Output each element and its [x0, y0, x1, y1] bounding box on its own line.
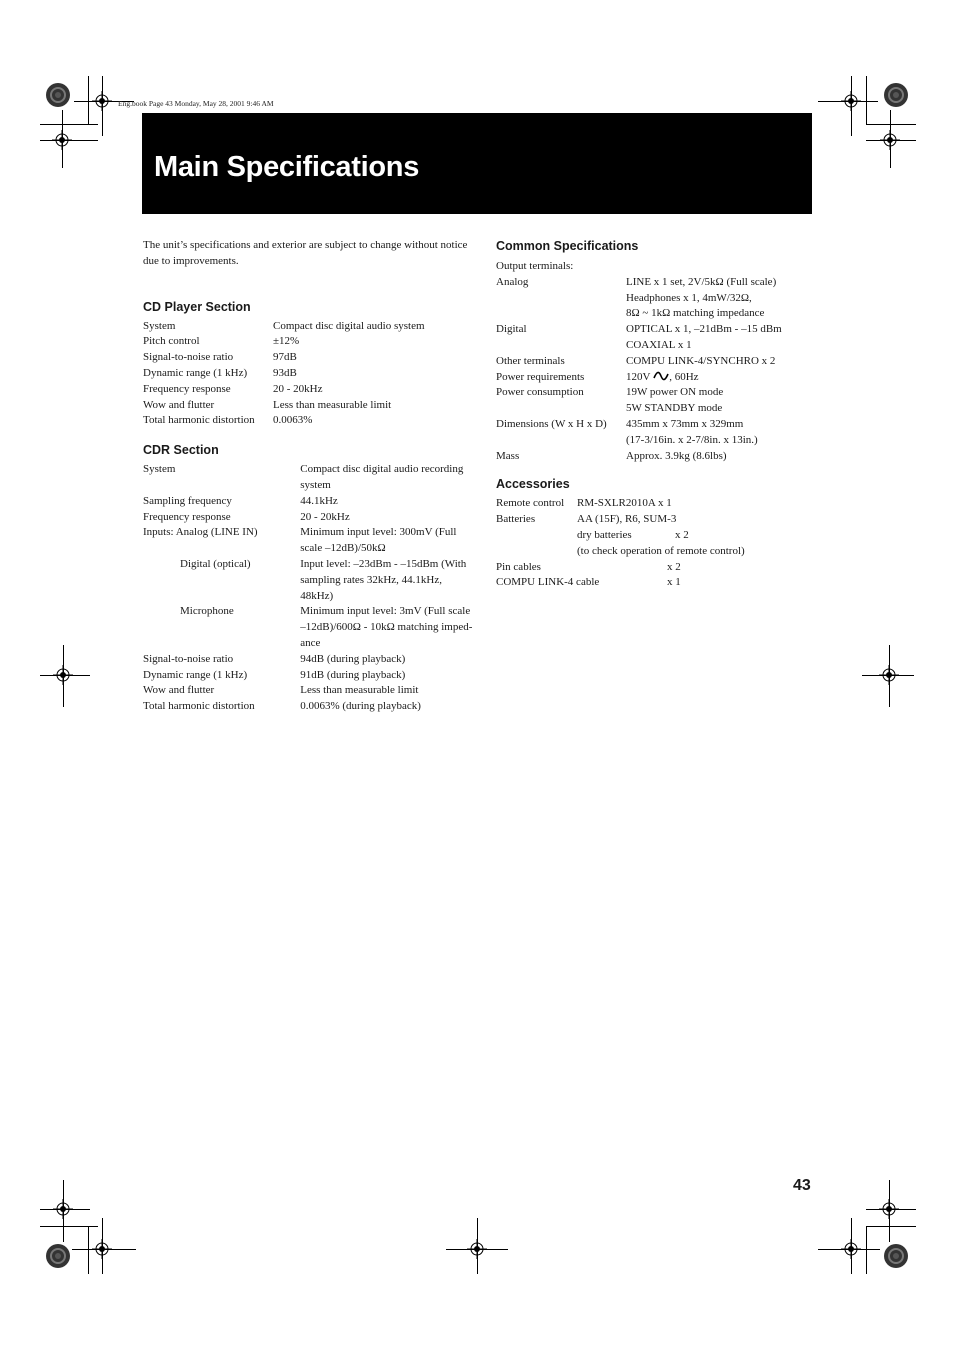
table-row	[143, 494, 473, 510]
table-row	[143, 525, 473, 557]
table-row	[143, 462, 473, 494]
spec-label: Dynamic range (1 kHz)	[143, 366, 248, 379]
spec-value: Input level: –23dBm - –15dBm (With sampling rates 32kHz, 44.1kHz, 48kHz)	[300, 557, 467, 602]
spec-value: 8Ω ~ 1kΩ matching impedance	[626, 307, 765, 320]
registration-mark-icon	[841, 91, 861, 111]
accessories-cables-table	[496, 560, 681, 592]
spec-label: Signal-to-noise ratio	[143, 652, 234, 665]
spec-value: 20 - 20kHz	[273, 382, 323, 395]
spec-label: Frequency response	[143, 510, 231, 523]
table-row	[143, 398, 425, 414]
spec-label: System	[143, 463, 176, 476]
table-row	[496, 401, 782, 417]
table-row	[496, 449, 782, 465]
table-row	[496, 354, 782, 370]
spec-value: ±12%	[273, 335, 300, 348]
table-row	[496, 433, 782, 449]
frequency-value: , 60Hz	[669, 370, 699, 383]
registration-mark-icon	[467, 1239, 487, 1259]
spec-qty: x 2	[675, 528, 689, 541]
spec-label: Digital	[496, 323, 527, 336]
spec-value: 91dB (during playback)	[300, 668, 406, 681]
table-row	[496, 575, 681, 591]
registration-mark-icon	[92, 91, 112, 111]
spec-label: Power requirements	[496, 370, 585, 383]
table-row	[496, 322, 782, 338]
cd-player-table	[143, 319, 425, 430]
spec-label: Remote control	[496, 497, 565, 510]
table-row	[496, 496, 745, 512]
table-row	[496, 417, 782, 433]
registration-mark-icon	[92, 1239, 112, 1259]
spec-label: Total harmonic distortion	[143, 700, 255, 713]
spec-value: 93dB	[273, 366, 297, 379]
spec-label: COMPU LINK-4 cable	[496, 576, 600, 589]
spec-value: Approx. 3.9kg (8.6lbs)	[626, 449, 727, 462]
table-row	[143, 350, 425, 366]
spec-value: 0.0063% (during playback)	[300, 700, 421, 713]
table-row	[496, 512, 745, 528]
spec-value: COAXIAL x 1	[626, 338, 692, 351]
spec-label: Pitch control	[143, 335, 200, 348]
table-row	[496, 291, 782, 307]
spec-label: Power consumption	[496, 386, 584, 399]
table-row	[143, 334, 425, 350]
spec-label: System	[143, 319, 176, 332]
right-column	[496, 238, 816, 591]
accessories-table	[496, 496, 745, 559]
voltage-value: 120V	[626, 370, 651, 383]
title-banner	[142, 113, 812, 214]
registration-mark-icon	[52, 130, 72, 150]
registration-mark-icon	[879, 1199, 899, 1219]
spec-value: Less than measurable limit	[300, 684, 419, 697]
spec-label: Inputs: Analog (LINE IN)	[143, 526, 258, 539]
spec-value: 19W power ON mode	[626, 386, 724, 399]
accessories-heading: Accessories	[496, 477, 570, 492]
density-target-icon	[883, 82, 909, 108]
cd-player-heading: CD Player Section	[143, 299, 251, 314]
table-row	[143, 604, 473, 651]
spec-label: Microphone	[180, 605, 234, 618]
spec-label: Other terminals	[496, 354, 565, 367]
registration-mark-icon	[880, 130, 900, 150]
table-row	[143, 366, 425, 382]
output-terminals-label: Output terminals:	[496, 260, 574, 272]
registration-mark-icon	[841, 1239, 861, 1259]
print-file-info: Eng.book Page 43 Monday, May 28, 2001 9:46 AM	[118, 99, 274, 108]
left-column	[143, 238, 473, 715]
common-specs-heading: Common Specifications	[496, 239, 639, 253]
spec-label: Dynamic range (1 kHz)	[143, 668, 248, 681]
spec-value: AA (15F), R6, SUM-3	[577, 513, 677, 526]
table-row	[143, 382, 425, 398]
spec-value: dry batteries	[577, 528, 632, 541]
intro-text: The unit’s specifications and exterior are subject to change without notice due to improvements.	[143, 239, 468, 267]
cdr-heading: CDR Section	[143, 443, 219, 458]
page-number: 43	[793, 1177, 811, 1194]
table-row	[496, 528, 745, 544]
spec-value: COMPU LINK-4/SYNCHRO x 2	[626, 354, 776, 367]
table-row	[496, 306, 782, 322]
spec-value: 20 - 20kHz	[300, 510, 350, 523]
spec-value: Compact disc digital audio system	[273, 319, 425, 332]
ac-wave-icon	[653, 371, 669, 381]
table-row	[143, 510, 473, 526]
spec-qty: x 2	[667, 560, 681, 573]
density-target-icon	[883, 1243, 909, 1269]
spec-value: Minimum input level: 3mV (Full scale –12dB)/600Ω - 10kΩ matching imped-ance	[300, 605, 473, 649]
spec-value: RM-SXLR2010A x 1	[577, 497, 672, 510]
spec-label: Signal-to-noise ratio	[143, 351, 234, 364]
spec-value: 435mm x 73mm x 329mm	[626, 417, 744, 430]
table-row	[143, 557, 473, 604]
page-title: Main Specifications	[154, 151, 420, 183]
density-target-icon	[45, 82, 71, 108]
spec-value: 0.0063%	[273, 414, 313, 427]
table-row	[143, 319, 425, 335]
spec-value: 97dB	[273, 351, 297, 364]
table-row	[143, 699, 473, 715]
registration-mark-icon	[53, 665, 73, 685]
registration-mark-icon	[53, 1199, 73, 1219]
spec-label: Wow and flutter	[143, 398, 215, 411]
table-row	[496, 544, 745, 560]
table-row	[143, 668, 473, 684]
spec-value: 44.1kHz	[300, 494, 338, 507]
spec-label: Dimensions (W x H x D)	[496, 417, 607, 430]
spec-label: Total harmonic distortion	[143, 414, 255, 427]
common-specs-table	[496, 275, 782, 465]
spec-value	[626, 370, 782, 386]
table-row	[496, 275, 782, 291]
spec-label: Wow and flutter	[143, 684, 215, 697]
spec-label: Digital (optical)	[180, 557, 251, 570]
spec-label: Analog	[496, 275, 529, 288]
spec-label: Batteries	[496, 513, 536, 526]
table-row	[496, 370, 782, 386]
cdr-table	[143, 462, 473, 715]
spec-value: Headphones x 1, 4mW/32Ω,	[626, 291, 752, 304]
spec-label: Frequency response	[143, 382, 231, 395]
spec-value: 94dB (during playback)	[300, 652, 406, 665]
spec-value: Less than measurable limit	[273, 398, 392, 411]
table-row	[496, 560, 681, 576]
registration-mark-icon	[879, 665, 899, 685]
spec-label: Pin cables	[496, 560, 541, 573]
spec-qty: x 1	[667, 576, 681, 589]
spec-value: (to check operation of remote control)	[577, 544, 745, 557]
table-row	[143, 413, 425, 429]
spec-value: Minimum input level: 300mV (Full scale –12dB)/50kΩ	[300, 526, 457, 555]
spec-label: Mass	[496, 449, 520, 462]
spec-value: OPTICAL x 1, –21dBm - –15 dBm	[626, 323, 782, 336]
spec-value: Compact disc digital audio recording system	[300, 463, 464, 491]
spec-value: (17-3/16in. x 2-7/8in. x 13in.)	[626, 433, 758, 446]
spec-value: 5W STANDBY mode	[626, 402, 723, 415]
density-target-icon	[45, 1243, 71, 1269]
spec-value: LINE x 1 set, 2V/5kΩ (Full scale)	[626, 275, 777, 288]
table-row	[143, 683, 473, 699]
spec-label: Sampling frequency	[143, 494, 232, 507]
table-row	[143, 652, 473, 668]
table-row	[496, 385, 782, 401]
table-row	[496, 338, 782, 354]
